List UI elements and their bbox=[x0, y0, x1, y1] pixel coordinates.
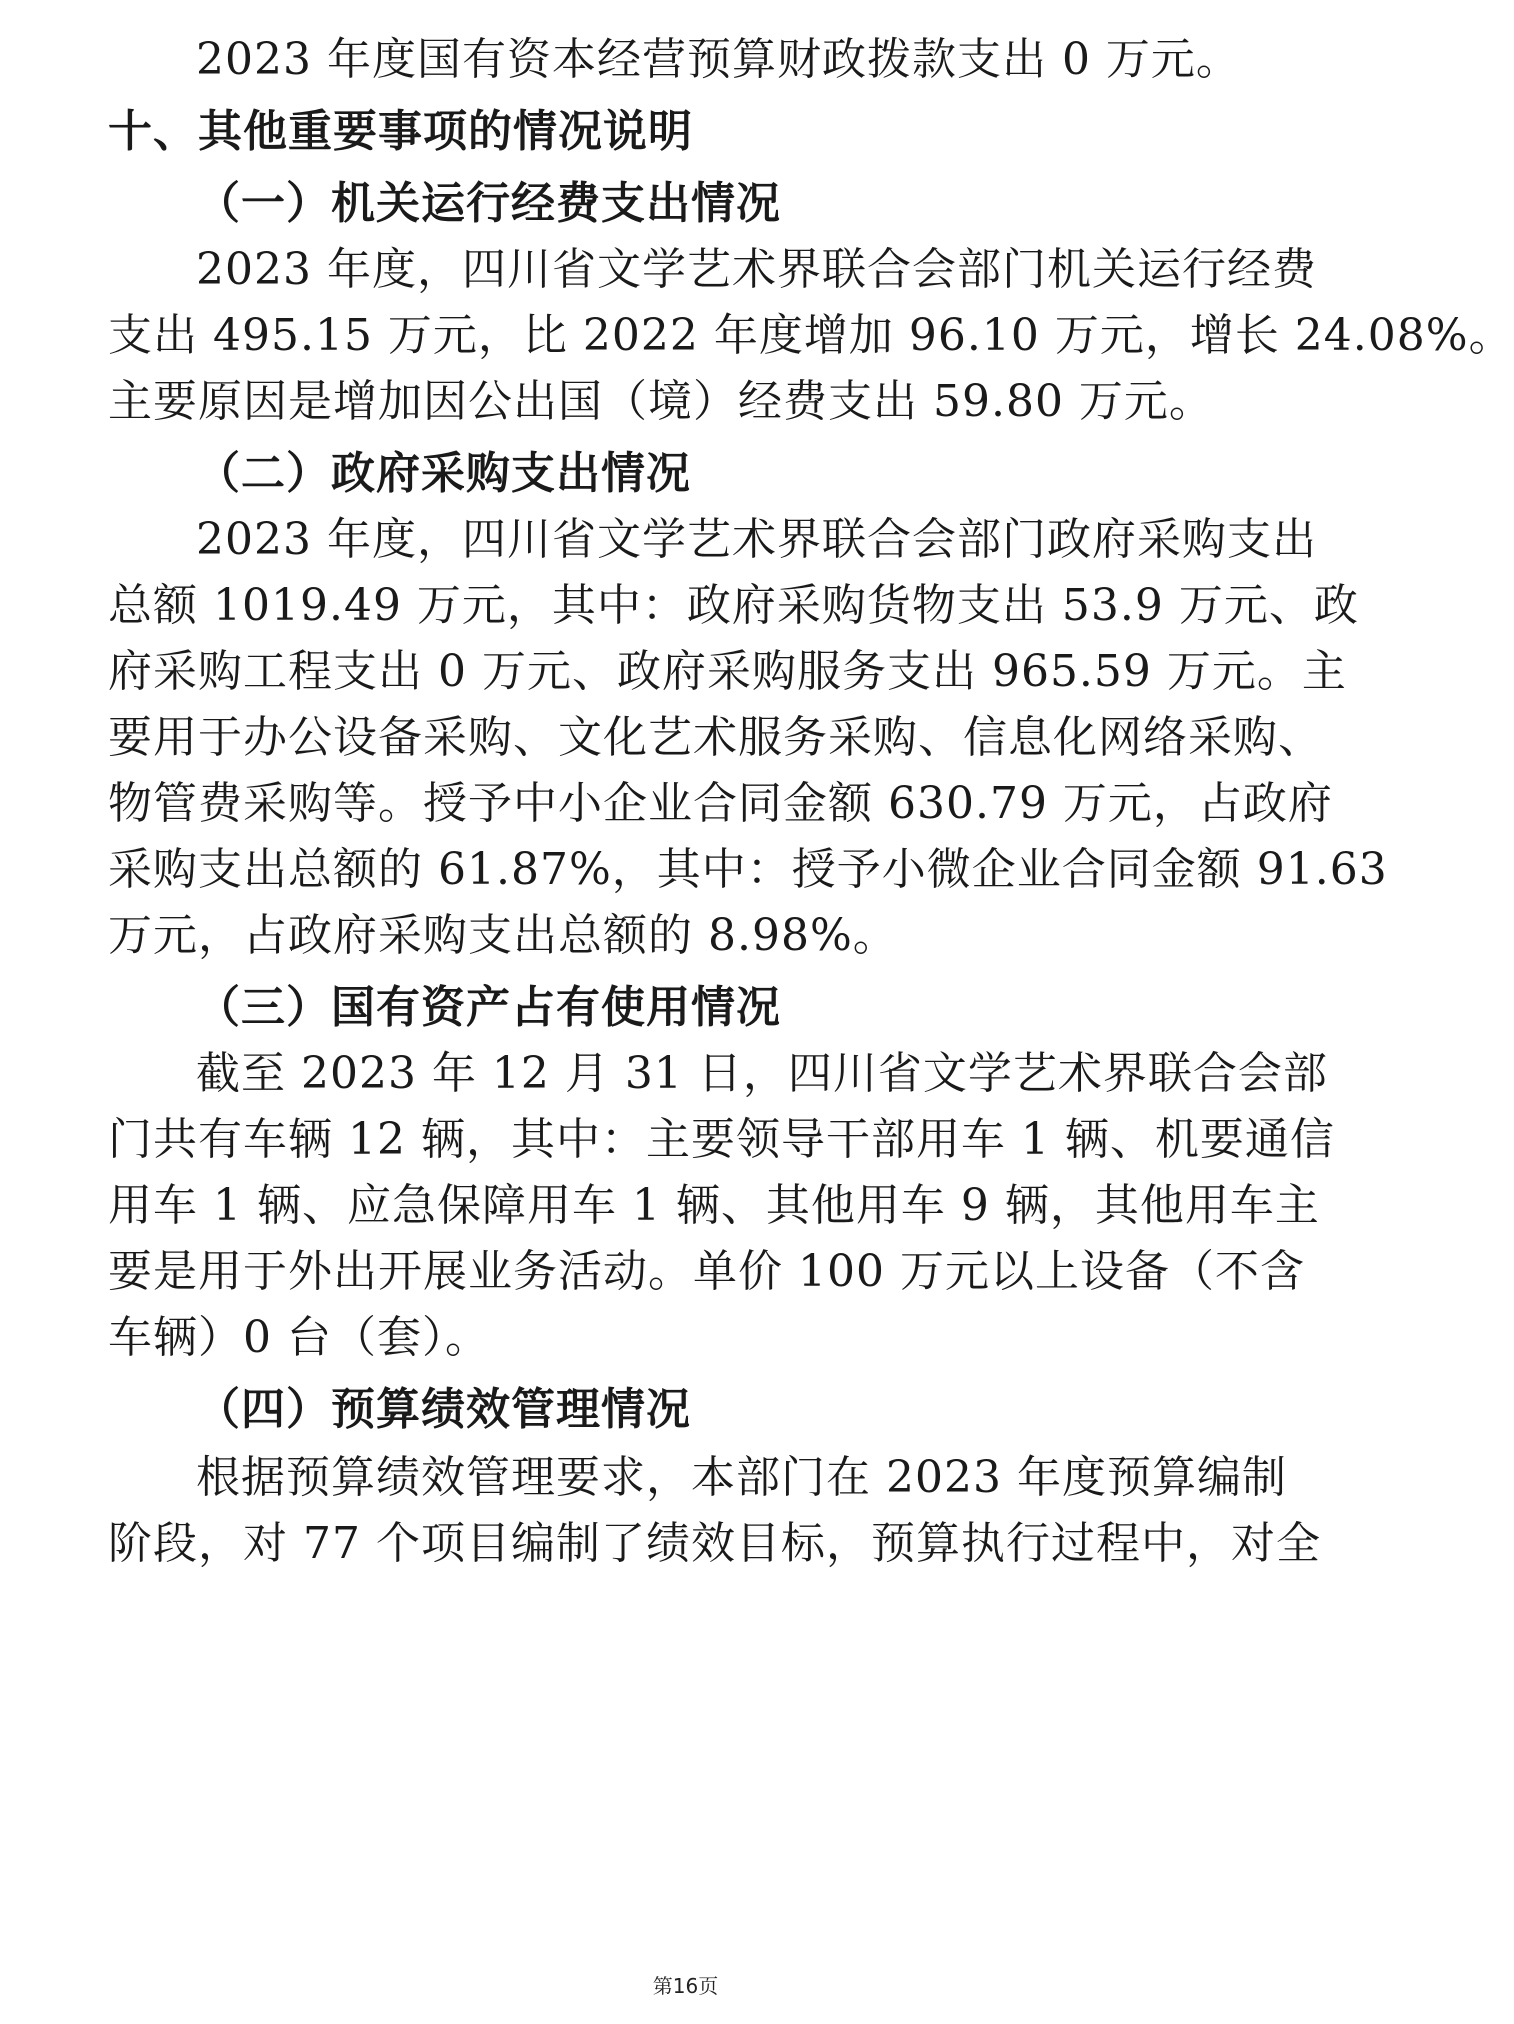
paragraph-line: 总额 1019.49 万元，其中：政府采购货物支出 53.9 万元、政 bbox=[108, 580, 1359, 631]
subsection-heading: （一）机关运行经费支出情况 bbox=[196, 178, 781, 229]
paragraph-line: 2023 年度，四川省文学艺术界联合会部门政府采购支出 bbox=[196, 514, 1317, 565]
paragraph-line: 截至 2023 年 12 月 31 日，四川省文学艺术界联合会部 bbox=[196, 1048, 1328, 1099]
paragraph-line: 府采购工程支出 0 万元、政府采购服务支出 965.59 万元。主 bbox=[108, 646, 1347, 697]
paragraph-line: 阶段，对 77 个项目编制了绩效目标，预算执行过程中，对全 bbox=[108, 1518, 1321, 1569]
page-number: 第16页 bbox=[652, 1974, 719, 1998]
paragraph-line: 2023 年度国有资本经营预算财政拨款支出 0 万元。 bbox=[196, 34, 1241, 85]
paragraph-line: 采购支出总额的 61.87%，其中：授予小微企业合同金额 91.63 bbox=[108, 844, 1388, 895]
paragraph-line: 万元，占政府采购支出总额的 8.98%。 bbox=[108, 910, 898, 961]
paragraph-line: 根据预算绩效管理要求，本部门在 2023 年度预算编制 bbox=[196, 1452, 1287, 1503]
paragraph-line: 物管费采购等。授予中小企业合同金额 630.79 万元，占政府 bbox=[108, 778, 1333, 829]
subsection-heading: （三）国有资产占有使用情况 bbox=[196, 982, 781, 1033]
subsection-heading: （二）政府采购支出情况 bbox=[196, 448, 691, 499]
section-heading: 十、其他重要事项的情况说明 bbox=[108, 106, 693, 157]
subsection-heading: （四）预算绩效管理情况 bbox=[196, 1384, 691, 1435]
paragraph-line: 门共有车辆 12 辆，其中：主要领导干部用车 1 辆、机要通信 bbox=[108, 1114, 1335, 1165]
paragraph-line: 要是用于外出开展业务活动。单价 100 万元以上设备（不含 bbox=[108, 1246, 1305, 1297]
paragraph-line: 支出 495.15 万元，比 2022 年度增加 96.10 万元，增长 24.08%。 bbox=[108, 310, 1514, 361]
paragraph-line: 2023 年度，四川省文学艺术界联合会部门机关运行经费 bbox=[196, 244, 1317, 295]
paragraph-line: 主要原因是增加因公出国（境）经费支出 59.80 万元。 bbox=[108, 376, 1214, 427]
paragraph-line: 要用于办公设备采购、文化艺术服务采购、信息化网络采购、 bbox=[108, 712, 1323, 763]
paragraph-line: 用车 1 辆、应急保障用车 1 辆、其他用车 9 辆，其他用车主 bbox=[108, 1180, 1320, 1231]
paragraph-line: 车辆）0 台（套）。 bbox=[108, 1312, 490, 1363]
